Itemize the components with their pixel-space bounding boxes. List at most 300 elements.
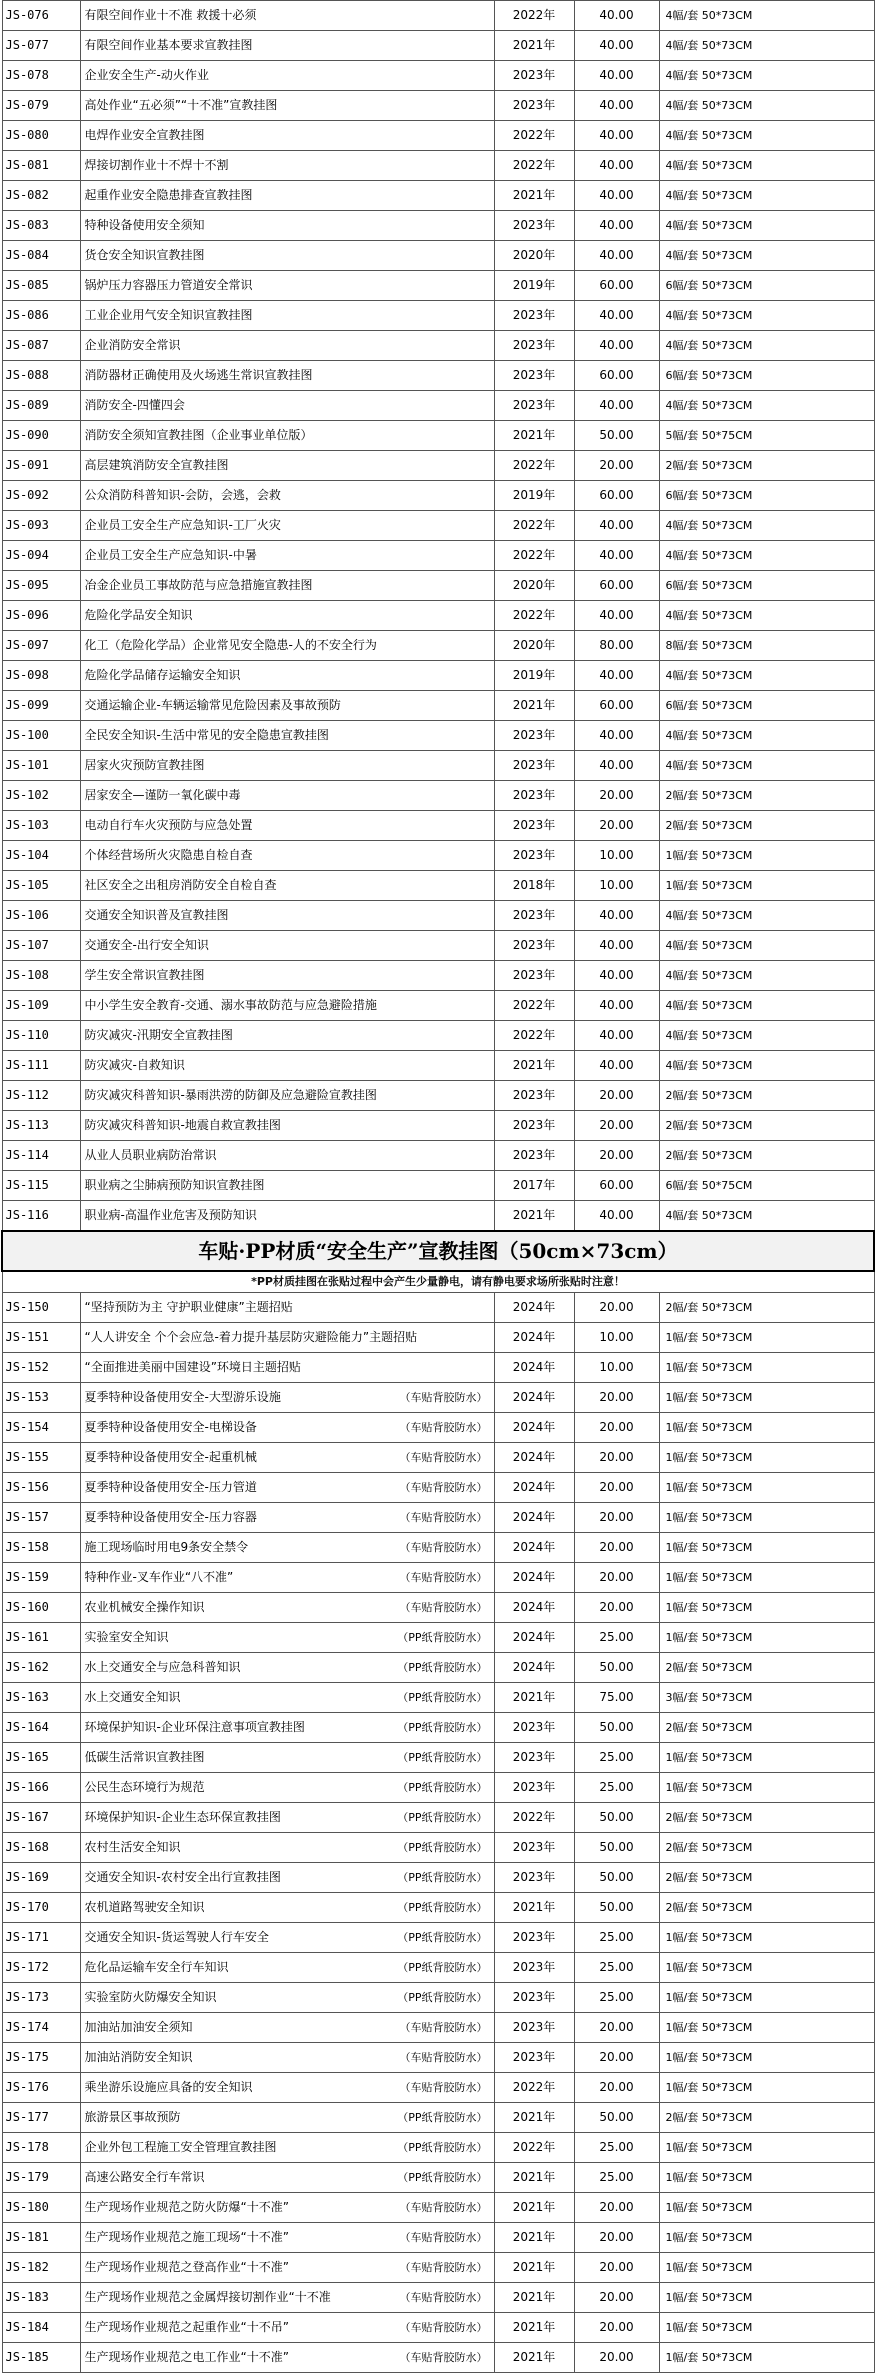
- item-spec: 1幅/套 50*73CM: [659, 1413, 874, 1443]
- item-name: 起重作业安全隐患排查宣教挂图: [84, 188, 253, 202]
- item-spec: 6幅/套 50*73CM: [659, 271, 874, 301]
- item-name-cell: [80, 841, 494, 871]
- item-year: 2021年: [494, 2193, 574, 2223]
- item-name: 夏季特种设备使用安全-压力容器: [84, 1510, 257, 1524]
- item-year: 2023年: [494, 1111, 574, 1141]
- item-year: 2022年: [494, 121, 574, 151]
- item-price: 40.00: [574, 331, 659, 361]
- item-code: JS-168: [2, 1833, 80, 1863]
- item-spec: 1幅/套 50*73CM: [659, 2163, 874, 2193]
- item-name-cell: [80, 301, 494, 331]
- item-material-note: （PP纸背胶防水）: [397, 2111, 488, 2124]
- item-name: 环境保护知识-企业环保注意事项宣教挂图: [84, 1720, 305, 1734]
- item-name: 企业员工安全生产应急知识-工厂火灾: [84, 518, 281, 532]
- item-code: JS-076: [2, 1, 80, 31]
- item-year: 2022年: [494, 541, 574, 571]
- item-spec: 4幅/套 50*73CM: [659, 961, 874, 991]
- item-name: 交通运输企业-车辆运输常见危险因素及事故预防: [84, 698, 341, 712]
- item-year: 2021年: [494, 2283, 574, 2313]
- item-name: 冶金企业员工事故防范与应急措施宣教挂图: [84, 578, 313, 592]
- item-spec: 1幅/套 50*73CM: [659, 1983, 874, 2013]
- table-row: [2, 2193, 874, 2223]
- item-material-note: （PP纸背胶防水）: [397, 1751, 488, 1764]
- table-row: [2, 1323, 874, 1353]
- item-year: 2021年: [494, 2313, 574, 2343]
- item-name: 消防器材正确使用及火场逃生常识宣教挂图: [84, 368, 313, 382]
- item-name-cell: [80, 1713, 494, 1743]
- item-spec: 5幅/套 50*75CM: [659, 421, 874, 451]
- item-name: 加油站加油安全须知: [84, 2020, 193, 2034]
- item-code: JS-090: [2, 421, 80, 451]
- table-row: [2, 1623, 874, 1653]
- item-code: JS-116: [2, 1201, 80, 1232]
- item-material-note: （车贴背胶防水）: [399, 1451, 488, 1464]
- item-spec: 2幅/套 50*73CM: [659, 811, 874, 841]
- item-name: 企业员工安全生产应急知识-中暑: [84, 548, 257, 562]
- item-material-note: （车贴背胶防水）: [399, 2051, 488, 2064]
- item-year: 2023年: [494, 1983, 574, 2013]
- item-code: JS-175: [2, 2043, 80, 2073]
- item-price: 40.00: [574, 181, 659, 211]
- item-price: 25.00: [574, 1983, 659, 2013]
- item-code: JS-174: [2, 2013, 80, 2043]
- item-price: 25.00: [574, 1923, 659, 1953]
- item-price: 40.00: [574, 301, 659, 331]
- item-name-cell: [80, 211, 494, 241]
- item-name-cell: [80, 1893, 494, 1923]
- item-name-cell: [80, 331, 494, 361]
- item-spec: 4幅/套 50*73CM: [659, 61, 874, 91]
- item-name-cell: [80, 1923, 494, 1953]
- item-code: JS-173: [2, 1983, 80, 2013]
- table-row: [2, 2343, 874, 2373]
- item-code: JS-079: [2, 91, 80, 121]
- item-year: 2020年: [494, 241, 574, 271]
- item-material-note: （车贴背胶防水）: [399, 2201, 488, 2214]
- table-row: [2, 1413, 874, 1443]
- item-price: 25.00: [574, 1953, 659, 1983]
- item-price: 20.00: [574, 2343, 659, 2373]
- item-name-cell: [80, 1953, 494, 1983]
- item-spec: 4幅/套 50*73CM: [659, 511, 874, 541]
- item-name: 企业消防安全常识: [84, 338, 181, 352]
- item-price: 20.00: [574, 1111, 659, 1141]
- item-year: 2022年: [494, 991, 574, 1021]
- item-price: 40.00: [574, 1201, 659, 1232]
- item-spec: 6幅/套 50*73CM: [659, 481, 874, 511]
- item-price: 40.00: [574, 661, 659, 691]
- item-code: JS-099: [2, 691, 80, 721]
- table-row: [2, 1923, 874, 1953]
- item-code: JS-184: [2, 2313, 80, 2343]
- item-year: 2021年: [494, 2343, 574, 2373]
- item-name: “人人讲安全 个个会应急-着力提升基层防灾避险能力”主题招贴: [84, 1330, 418, 1344]
- item-price: 40.00: [574, 931, 659, 961]
- item-spec: 1幅/套 50*73CM: [659, 2343, 874, 2373]
- item-code: JS-181: [2, 2223, 80, 2253]
- item-name-cell: [80, 2133, 494, 2163]
- item-year: 2023年: [494, 841, 574, 871]
- item-year: 2021年: [494, 2253, 574, 2283]
- item-code: JS-111: [2, 1051, 80, 1081]
- table-row: [2, 121, 874, 151]
- item-spec: 4幅/套 50*73CM: [659, 121, 874, 151]
- item-code: JS-092: [2, 481, 80, 511]
- table-row: [2, 2163, 874, 2193]
- item-spec: 4幅/套 50*73CM: [659, 721, 874, 751]
- table-row: [2, 1051, 874, 1081]
- item-year: 2021年: [494, 2103, 574, 2133]
- item-price: 20.00: [574, 1503, 659, 1533]
- item-name-cell: [80, 511, 494, 541]
- item-name: 高速公路安全行车常识: [84, 2170, 205, 2184]
- item-name-cell: [80, 1863, 494, 1893]
- item-spec: 6幅/套 50*73CM: [659, 571, 874, 601]
- item-material-note: （车贴背胶防水）: [399, 2021, 488, 2034]
- table-row: [2, 2253, 874, 2283]
- item-name-cell: [80, 1, 494, 31]
- item-price: 20.00: [574, 2073, 659, 2103]
- item-price: 40.00: [574, 241, 659, 271]
- item-price: 80.00: [574, 631, 659, 661]
- item-code: JS-115: [2, 1171, 80, 1201]
- item-code: JS-164: [2, 1713, 80, 1743]
- item-name-cell: [80, 1413, 494, 1443]
- item-price: 40.00: [574, 1051, 659, 1081]
- item-year: 2022年: [494, 1803, 574, 1833]
- item-name: 交通安全知识普及宣教挂图: [84, 908, 229, 922]
- table-row: [2, 1081, 874, 1111]
- item-code: JS-167: [2, 1803, 80, 1833]
- item-year: 2022年: [494, 2133, 574, 2163]
- table-row: [2, 151, 874, 181]
- item-material-note: （车贴背胶防水）: [399, 2321, 488, 2334]
- item-name: 企业外包工程施工安全管理宣教挂图: [84, 2140, 277, 2154]
- item-name: 中小学生安全教育-交通、溺水事故防范与应急避险措施: [84, 998, 377, 1012]
- item-name: 货仓安全知识宣教挂图: [84, 248, 205, 262]
- item-code: JS-153: [2, 1383, 80, 1413]
- item-name: 夏季特种设备使用安全-电梯设备: [84, 1420, 257, 1434]
- item-name-cell: [80, 121, 494, 151]
- item-price: 40.00: [574, 901, 659, 931]
- item-name-cell: [80, 481, 494, 511]
- item-name: 防灾减灾科普知识-暴雨洪涝的防御及应急避险宣教挂图: [84, 1088, 377, 1102]
- table-row: [2, 721, 874, 751]
- item-name: 防灾减灾-自救知识: [84, 1058, 185, 1072]
- item-name-cell: [80, 1983, 494, 2013]
- item-name: 居家安全—谨防一氧化碳中毒: [84, 788, 241, 802]
- item-name: 农村生活安全知识: [84, 1840, 181, 1854]
- item-name: 防灾减灾科普知识-地震自救宣教挂图: [84, 1118, 281, 1132]
- item-price: 40.00: [574, 151, 659, 181]
- item-name-cell: [80, 961, 494, 991]
- item-code: JS-169: [2, 1863, 80, 1893]
- item-name-cell: [80, 391, 494, 421]
- item-year: 2023年: [494, 1773, 574, 1803]
- item-material-note: （PP纸背胶防水）: [397, 1841, 488, 1854]
- item-name: 乘坐游乐设施应具备的安全知识: [84, 2080, 253, 2094]
- item-material-note: （PP纸背胶防水）: [397, 1781, 488, 1794]
- item-name-cell: [80, 1473, 494, 1503]
- table-row: [2, 1773, 874, 1803]
- item-year: 2023年: [494, 331, 574, 361]
- item-name-cell: [80, 691, 494, 721]
- item-spec: 1幅/套 50*73CM: [659, 1383, 874, 1413]
- item-material-note: （PP纸背胶防水）: [397, 1931, 488, 1944]
- item-name-cell: [80, 1533, 494, 1563]
- item-spec: 2幅/套 50*73CM: [659, 1893, 874, 1923]
- item-spec: 1幅/套 50*73CM: [659, 1473, 874, 1503]
- item-year: 2023年: [494, 1953, 574, 1983]
- table-row: [2, 1593, 874, 1623]
- table-row: [2, 1293, 874, 1323]
- item-name-cell: [80, 541, 494, 571]
- item-spec: 4幅/套 50*73CM: [659, 31, 874, 61]
- item-name-cell: [80, 2223, 494, 2253]
- table-row: [2, 211, 874, 241]
- item-price: 40.00: [574, 751, 659, 781]
- item-name: 实验室防火防爆安全知识: [84, 1990, 217, 2004]
- item-name: 消防安全须知宣教挂图（企业事业单位版）: [84, 428, 313, 442]
- table-row: [2, 1653, 874, 1683]
- item-price: 20.00: [574, 1141, 659, 1171]
- item-price: 60.00: [574, 271, 659, 301]
- table-row: [2, 1383, 874, 1413]
- item-price: 20.00: [574, 1443, 659, 1473]
- item-name: 低碳生活常识宣教挂图: [84, 1750, 205, 1764]
- item-material-note: （车贴背胶防水）: [399, 2351, 488, 2364]
- item-name-cell: [80, 571, 494, 601]
- table-row: [2, 931, 874, 961]
- item-code: JS-082: [2, 181, 80, 211]
- item-year: 2023年: [494, 211, 574, 241]
- item-name: 危险化学品安全知识: [84, 608, 193, 622]
- item-name-cell: [80, 1503, 494, 1533]
- table-row: [2, 991, 874, 1021]
- item-year: 2024年: [494, 1473, 574, 1503]
- item-code: JS-159: [2, 1563, 80, 1593]
- item-price: 75.00: [574, 1683, 659, 1713]
- item-price: 40.00: [574, 541, 659, 571]
- table-row: [2, 2313, 874, 2343]
- item-code: JS-084: [2, 241, 80, 271]
- item-name: 生产现场作业规范之电工作业“十不准”: [84, 2350, 289, 2364]
- item-name: 电动自行车火灾预防与应急处置: [84, 818, 253, 832]
- item-code: JS-182: [2, 2253, 80, 2283]
- item-year: 2022年: [494, 601, 574, 631]
- item-spec: 1幅/套 50*73CM: [659, 2253, 874, 2283]
- item-spec: 1幅/套 50*73CM: [659, 1773, 874, 1803]
- item-name: 生产现场作业规范之登高作业“十不准”: [84, 2260, 289, 2274]
- item-code: JS-177: [2, 2103, 80, 2133]
- item-code: JS-096: [2, 601, 80, 631]
- item-name-cell: [80, 1653, 494, 1683]
- item-name: 生产现场作业规范之起重作业“十不吊”: [84, 2320, 289, 2334]
- table-row: [2, 181, 874, 211]
- item-code: JS-088: [2, 361, 80, 391]
- item-price: 25.00: [574, 2163, 659, 2193]
- table-row: [2, 1201, 874, 1232]
- item-material-note: （PP纸背胶防水）: [397, 1871, 488, 1884]
- item-code: JS-179: [2, 2163, 80, 2193]
- item-code: JS-093: [2, 511, 80, 541]
- item-price: 20.00: [574, 451, 659, 481]
- table-row: [2, 301, 874, 331]
- item-code: JS-112: [2, 1081, 80, 1111]
- item-spec: 1幅/套 50*73CM: [659, 1623, 874, 1653]
- item-year: 2024年: [494, 1383, 574, 1413]
- item-spec: 1幅/套 50*73CM: [659, 2313, 874, 2343]
- item-year: 2021年: [494, 2223, 574, 2253]
- item-name-cell: [80, 1683, 494, 1713]
- item-spec: 4幅/套 50*73CM: [659, 301, 874, 331]
- item-spec: 2幅/套 50*73CM: [659, 781, 874, 811]
- item-year: 2021年: [494, 421, 574, 451]
- table-row: [2, 1, 874, 31]
- item-year: 2023年: [494, 91, 574, 121]
- item-name-cell: [80, 1383, 494, 1413]
- item-price: 20.00: [574, 1593, 659, 1623]
- item-name: 学生安全常识宣教挂图: [84, 968, 205, 982]
- item-price: 40.00: [574, 121, 659, 151]
- table-row: [2, 511, 874, 541]
- table-row: [2, 1473, 874, 1503]
- item-year: 2023年: [494, 931, 574, 961]
- item-price: 25.00: [574, 1743, 659, 1773]
- item-spec: 2幅/套 50*73CM: [659, 2103, 874, 2133]
- item-name-cell: [80, 871, 494, 901]
- item-name: 农机道路驾驶安全知识: [84, 1900, 205, 1914]
- table-row: [2, 1803, 874, 1833]
- table-row: [2, 811, 874, 841]
- item-price: 20.00: [574, 2283, 659, 2313]
- item-spec: 1幅/套 50*73CM: [659, 2193, 874, 2223]
- item-price: 60.00: [574, 691, 659, 721]
- item-name: 居家火灾预防宣教挂图: [84, 758, 205, 772]
- item-spec: 4幅/套 50*73CM: [659, 181, 874, 211]
- item-year: 2023年: [494, 361, 574, 391]
- item-price: 20.00: [574, 2013, 659, 2043]
- item-year: 2021年: [494, 1051, 574, 1081]
- item-spec: 4幅/套 50*73CM: [659, 241, 874, 271]
- item-code: JS-105: [2, 871, 80, 901]
- item-year: 2023年: [494, 61, 574, 91]
- item-name: 从业人员职业病防治常识: [84, 1148, 217, 1162]
- item-name-cell: [80, 151, 494, 181]
- item-price: 40.00: [574, 511, 659, 541]
- item-material-note: （PP纸背胶防水）: [397, 1691, 488, 1704]
- item-price: 20.00: [574, 781, 659, 811]
- item-code: JS-178: [2, 2133, 80, 2163]
- item-price: 50.00: [574, 1803, 659, 1833]
- item-price: 20.00: [574, 1081, 659, 1111]
- item-code: JS-103: [2, 811, 80, 841]
- table-row: [2, 1503, 874, 1533]
- item-year: 2021年: [494, 2163, 574, 2193]
- item-code: JS-101: [2, 751, 80, 781]
- item-spec: 1幅/套 50*73CM: [659, 1323, 874, 1353]
- item-price: 25.00: [574, 1773, 659, 1803]
- item-code: JS-157: [2, 1503, 80, 1533]
- table-row: [2, 91, 874, 121]
- item-material-note: （车贴背胶防水）: [399, 1511, 488, 1524]
- item-material-note: （PP纸背胶防水）: [397, 1991, 488, 2004]
- item-name-cell: [80, 1051, 494, 1081]
- item-name-cell: [80, 1593, 494, 1623]
- item-price: 60.00: [574, 481, 659, 511]
- item-price: 40.00: [574, 91, 659, 121]
- item-name-cell: [80, 2163, 494, 2193]
- item-year: 2024年: [494, 1593, 574, 1623]
- table-row: [2, 1111, 874, 1141]
- item-year: 2021年: [494, 181, 574, 211]
- table-row: [2, 1713, 874, 1743]
- item-year: 2024年: [494, 1503, 574, 1533]
- table-row: [2, 361, 874, 391]
- item-code: JS-180: [2, 2193, 80, 2223]
- item-name: 化工（危险化学品）企业常见安全隐患-人的不安全行为: [84, 638, 377, 652]
- item-year: 2024年: [494, 1533, 574, 1563]
- item-code: JS-083: [2, 211, 80, 241]
- item-code: JS-166: [2, 1773, 80, 1803]
- item-spec: 1幅/套 50*73CM: [659, 2133, 874, 2163]
- item-name-cell: [80, 241, 494, 271]
- item-name: 夏季特种设备使用安全-起重机械: [84, 1450, 257, 1464]
- item-name: 水上交通安全知识: [84, 1690, 181, 1704]
- item-code: JS-161: [2, 1623, 80, 1653]
- item-name: 个体经营场所火灾隐患自检自查: [84, 848, 253, 862]
- table-row: [2, 2133, 874, 2163]
- item-name-cell: [80, 1081, 494, 1111]
- table-row: [2, 271, 874, 301]
- item-year: 2021年: [494, 1201, 574, 1232]
- item-material-note: （车贴背胶防水）: [399, 2261, 488, 2274]
- item-price: 40.00: [574, 721, 659, 751]
- item-name-cell: [80, 631, 494, 661]
- item-year: 2024年: [494, 1623, 574, 1653]
- item-price: 50.00: [574, 1833, 659, 1863]
- item-name: 农业机械安全操作知识: [84, 1600, 205, 1614]
- item-price: 40.00: [574, 31, 659, 61]
- item-name-cell: [80, 781, 494, 811]
- item-code: JS-156: [2, 1473, 80, 1503]
- item-year: 2021年: [494, 1893, 574, 1923]
- item-year: 2020年: [494, 631, 574, 661]
- table-row: [2, 841, 874, 871]
- item-year: 2022年: [494, 1, 574, 31]
- item-name: 焊接切割作业十不焊十不割: [84, 158, 229, 172]
- item-name: 有限空间作业十不准 救援十必须: [84, 8, 257, 22]
- item-name: 交通安全知识-货运驾驶人行车安全: [84, 1930, 269, 1944]
- item-year: 2023年: [494, 1923, 574, 1953]
- item-material-note: （PP纸背胶防水）: [397, 1631, 488, 1644]
- item-price: 50.00: [574, 1713, 659, 1743]
- item-name-cell: [80, 2013, 494, 2043]
- item-code: JS-172: [2, 1953, 80, 1983]
- item-code: JS-085: [2, 271, 80, 301]
- item-code: JS-170: [2, 1893, 80, 1923]
- item-name-cell: [80, 421, 494, 451]
- item-spec: 1幅/套 50*73CM: [659, 2043, 874, 2073]
- item-name-cell: [80, 2103, 494, 2133]
- item-spec: 8幅/套 50*73CM: [659, 631, 874, 661]
- item-year: 2023年: [494, 751, 574, 781]
- item-year: 2019年: [494, 481, 574, 511]
- table-row: [2, 2283, 874, 2313]
- item-code: JS-086: [2, 301, 80, 331]
- item-name-cell: [80, 1563, 494, 1593]
- catalog-table: [1, 0, 875, 2373]
